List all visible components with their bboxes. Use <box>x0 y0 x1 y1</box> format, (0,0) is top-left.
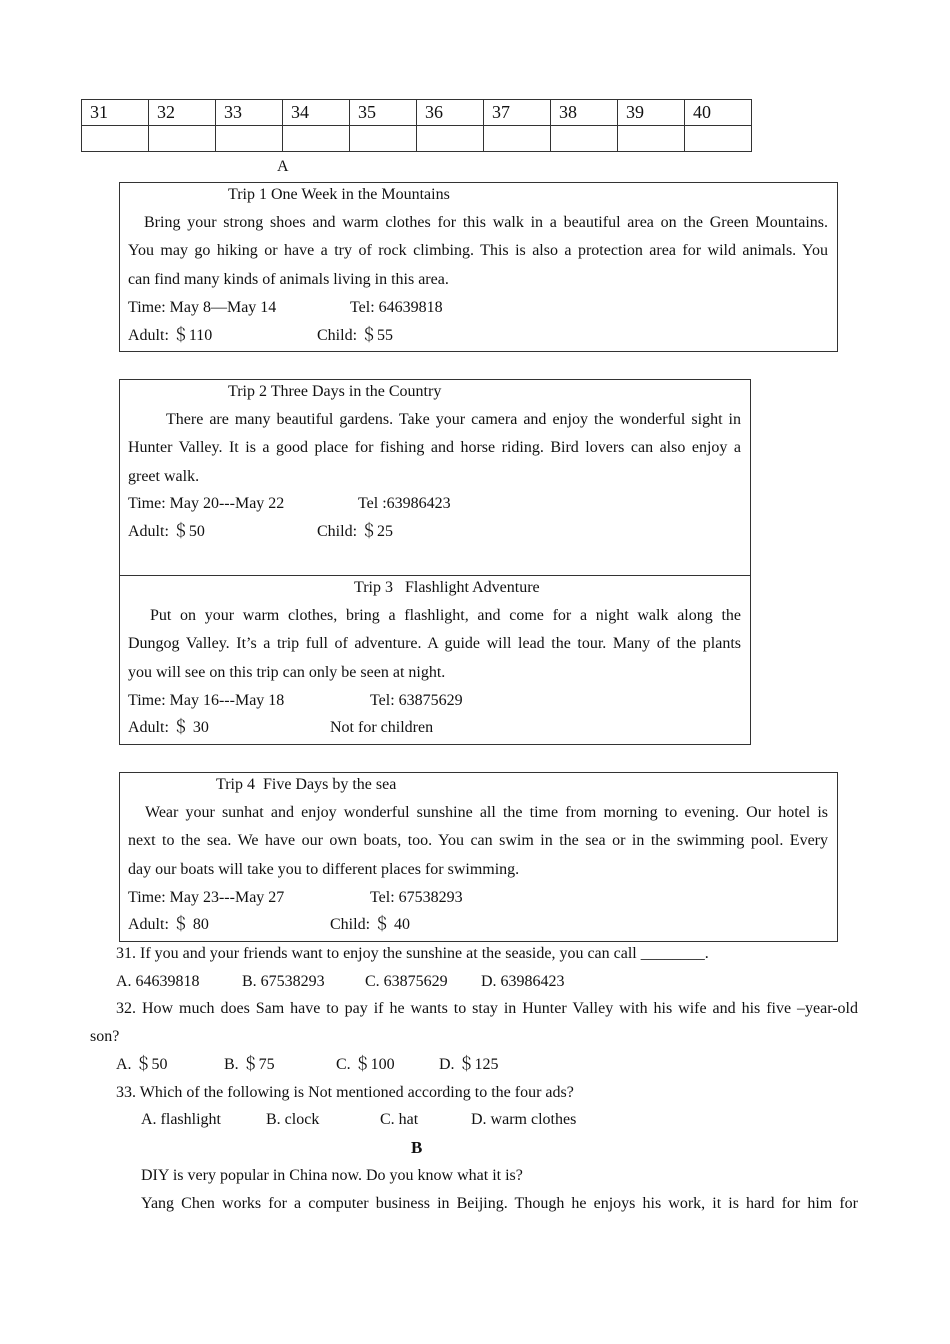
question-31: 31. If you and your friends want to enjoy the sunshine at the seaside, you can call ________. <box>116 945 709 962</box>
answer-cell <box>82 126 149 152</box>
answer-number: 36 <box>417 100 484 126</box>
option: A. flashlight <box>141 1111 221 1128</box>
section-a-label: A <box>277 158 289 175</box>
answer-cell <box>618 126 685 152</box>
answer-cell <box>685 126 752 152</box>
answer-cell <box>216 126 283 152</box>
section-b-text: DIY is very popular in China now. Do you know what it is? <box>141 1167 523 1184</box>
question-32: 32. How much does Sam have to pay if he wants to stay in Hunter Valley with his wife and his five –year-old <box>116 1000 858 1017</box>
answer-number: 33 <box>216 100 283 126</box>
option: A. ＄50 <box>116 1056 168 1073</box>
answer-number: 39 <box>618 100 685 126</box>
section-b-text: Yang Chen works for a computer business in Beijing. Though he enjoys his work, it is hard for him for <box>141 1195 858 1212</box>
trip1-text: can find many kinds of animals living in this area. <box>128 271 449 288</box>
trip2-adult-price: Adult: ＄50 <box>128 523 205 540</box>
trip2-title: Trip 2 Three Days in the Country <box>228 383 442 400</box>
option: B. ＄75 <box>224 1056 275 1073</box>
trip4-tel: Tel: 67538293 <box>370 889 463 906</box>
answer-table <box>81 99 752 152</box>
trip3-time: Time: May 16---May 18 <box>128 692 285 709</box>
answer-number: 31 <box>82 100 149 126</box>
trip3-text: Put on your warm clothes, bring a flashlight, and come for a night walk along the <box>150 607 741 624</box>
trip1-adult-price: Adult: ＄110 <box>128 327 213 344</box>
trip3-adult-price: Adult: ＄ 30 <box>128 719 209 736</box>
trip4-child-price: Child: ＄ 40 <box>330 916 411 933</box>
trip4-adult-price: Adult: ＄ 80 <box>128 916 209 933</box>
answer-cell <box>283 126 350 152</box>
trip2-text: greet walk. <box>128 468 200 485</box>
trip3-title: Trip 3 Flashlight Adventure <box>354 579 540 596</box>
trip2-text: Hunter Valley. It is a good place for fishing and horse riding. Bird lovers can also enjoy a <box>128 439 741 456</box>
answer-number: 40 <box>685 100 752 126</box>
answer-cell <box>350 126 417 152</box>
answer-cell <box>149 126 216 152</box>
answer-cell <box>417 126 484 152</box>
trip1-text: You may go hiking or have a try of rock climbing. This is also a protection area for wild animals. You <box>128 242 828 259</box>
trip3-text: you will see on this trip can only be seen at night. <box>128 664 446 681</box>
trip4-text: next to the sea. We have our own boats, too. You can swim in the sea or in the swimming pool. Every <box>128 832 828 849</box>
answer-number: 35 <box>350 100 417 126</box>
trip2-text: There are many beautiful gardens. Take your camera and enjoy the wonderful sight in <box>166 411 741 428</box>
trip2-child-price: Child: ＄25 <box>317 523 394 540</box>
trip3-child-note: Not for children <box>330 719 434 736</box>
trip1-time: Time: May 8—May 14 <box>128 299 277 316</box>
trip3-tel: Tel: 63875629 <box>370 692 463 709</box>
trip4-text: Wear your sunhat and enjoy wonderful sunshine all the time from morning to evening. Our hotel is <box>145 804 828 821</box>
option: A. 64639818 <box>116 973 200 990</box>
trip1-child-price: Child: ＄55 <box>317 327 394 344</box>
section-b-heading: B <box>411 1138 423 1157</box>
option: B. 67538293 <box>242 973 325 990</box>
question-33: 33. Which of the following is Not mentioned according to the four ads? <box>116 1084 574 1101</box>
trip3-text: Dungog Valley. It’s a trip full of adventure. A guide will lead the tour. Many of the plants <box>128 635 741 652</box>
trip4-title: Trip 4 Five Days by the sea <box>216 776 397 793</box>
option: D. 63986423 <box>481 973 565 990</box>
trip1-title: Trip 1 One Week in the Mountains <box>228 186 450 203</box>
trip4-text: day our boats will take you to different places for swimming. <box>128 861 520 878</box>
answer-number: 38 <box>551 100 618 126</box>
answer-number: 34 <box>283 100 350 126</box>
trip2-tel: Tel :63986423 <box>358 495 451 512</box>
trip4-time: Time: May 23---May 27 <box>128 889 285 906</box>
trip1-text: Bring your strong shoes and warm clothes for this walk in a beautiful area on the Green Mountains. <box>144 214 828 231</box>
option: C. 63875629 <box>365 973 448 990</box>
option: C. ＄100 <box>336 1056 395 1073</box>
answer-number: 37 <box>484 100 551 126</box>
answer-cell <box>484 126 551 152</box>
question-32-cont: son? <box>90 1028 120 1045</box>
answer-cell <box>551 126 618 152</box>
option: D. ＄125 <box>439 1056 499 1073</box>
trip2-time: Time: May 20---May 22 <box>128 495 285 512</box>
trip1-tel: Tel: 64639818 <box>350 299 443 316</box>
option: C. hat <box>380 1111 419 1128</box>
option: D. warm clothes <box>471 1111 577 1128</box>
answer-number: 32 <box>149 100 216 126</box>
option: B. clock <box>266 1111 320 1128</box>
